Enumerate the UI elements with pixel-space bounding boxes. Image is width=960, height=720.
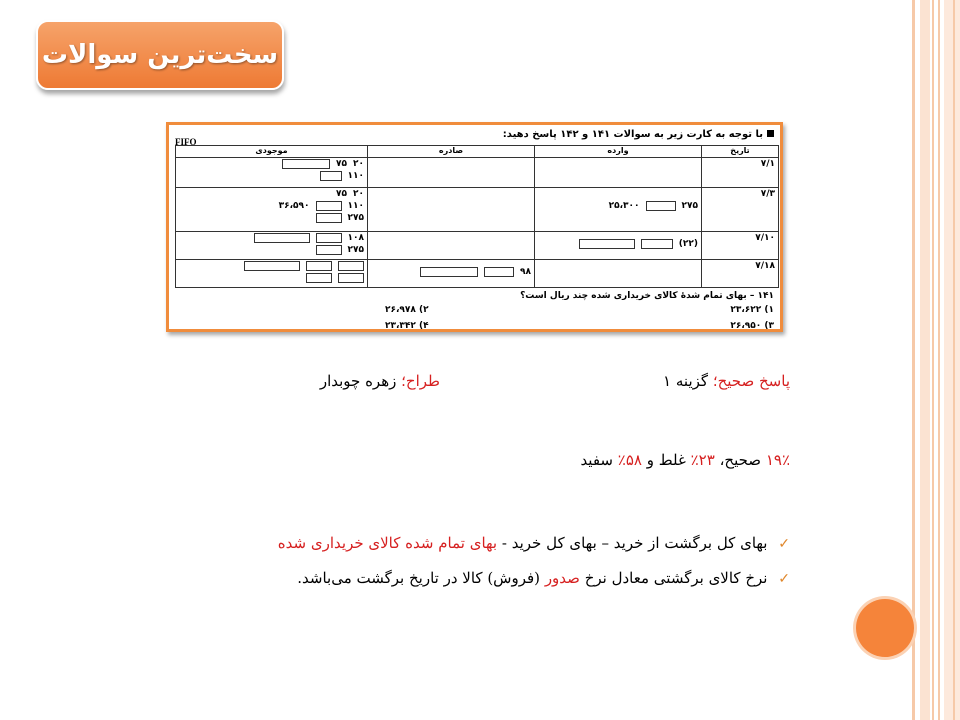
col-header-outgoing: صادره [368,146,535,158]
col-header-balance: موجودی [176,146,368,158]
decorative-stripe [938,0,940,720]
designer-name: زهره چوبدار [319,372,397,390]
row-outgoing: ۹۸ [368,260,535,288]
row-balance [176,260,368,288]
check-icon: ✓ [778,571,790,587]
bullet-2-text-end: (فروش) کالا در تاریخ برگشت می‌باشد. [297,569,541,587]
row-outgoing [368,188,535,232]
slide-title-box [36,20,284,90]
fifo-label: FIFO [175,137,197,147]
question-card [166,122,783,332]
correct-text: صحیح، [719,451,762,469]
question-prompt: ۱۴۱ – بهای تمام شدهٔ کالای خریداری شده چند ریال است؟ [520,291,774,301]
slide-title: سخت‌ترین سوالات [41,40,279,70]
row-outgoing [368,232,535,260]
row-date: ۷/۳ [702,188,779,232]
bullet-2-text-start: نرخ کالای برگشتی معادل نرخ [584,569,768,587]
bullet-1 [278,534,790,552]
answer-line [663,372,790,390]
row-date: ۷/۱۸ [702,260,779,288]
row-balance: ۲۰ ۷۵ ۱۱۰ ۳۶،۵۹۰ ۲۷۵ [176,188,368,232]
check-icon: ✓ [778,536,790,552]
answer-value: گزینه ۱ [663,372,709,390]
col-header-incoming: وارده [535,146,702,158]
option-1: ۱) ۲۳،۶۲۲ [730,305,774,315]
wrong-text: غلط و [646,451,686,469]
bullet-1-highlight: بهای تمام شده کالای خریداری شده [277,534,498,552]
decorative-circle [856,599,914,657]
option-2: ۲) ۲۶،۹۷۸ [385,305,429,315]
blank-pct: ۵۸٪ [617,451,642,469]
row-incoming [535,260,702,288]
answer-label: پاسخ صحیح؛ [712,372,790,390]
stats-line [580,451,790,469]
row-incoming: (۲۲) [535,232,702,260]
decorative-stripe [912,0,915,720]
bullet-1-text: بهای کل برگشت از خرید – بهای کل خرید - [501,534,768,552]
option-4: ۴) ۲۳،۳۴۲ [385,321,429,331]
designer-line [320,372,440,390]
decorative-stripe [944,0,960,720]
bullet-2-highlight: صدور [544,569,580,587]
question-header: با توجه به کارت زیر به سوالات ۱۴۱ و ۱۴۲ پاسخ دهید: [503,129,774,140]
col-header-date: تاریخ [702,146,779,158]
designer-label: طراح؛ [401,372,440,390]
inventory-card-table [175,145,779,288]
decorative-stripe [953,0,955,720]
row-date: ۷/۱۰ [702,232,779,260]
blank-text: سفید [580,451,613,469]
row-date: ۷/۱ [702,158,779,188]
row-balance: ۱۰۸ ۲۷۵ [176,232,368,260]
wrong-pct: ۲۳٪ [690,451,715,469]
option-3: ۳) ۲۶،۹۵۰ [730,321,774,331]
decorative-stripe [932,0,934,720]
row-balance: ۲۰ ۷۵ ۱۱۰ [176,158,368,188]
bullet-2 [297,569,790,587]
row-incoming [535,158,702,188]
row-incoming: ۲۷۵ ۲۵،۳۰۰ [535,188,702,232]
row-outgoing [368,158,535,188]
decorative-stripe [920,0,930,720]
correct-pct: ۱۹٪ [765,451,790,469]
